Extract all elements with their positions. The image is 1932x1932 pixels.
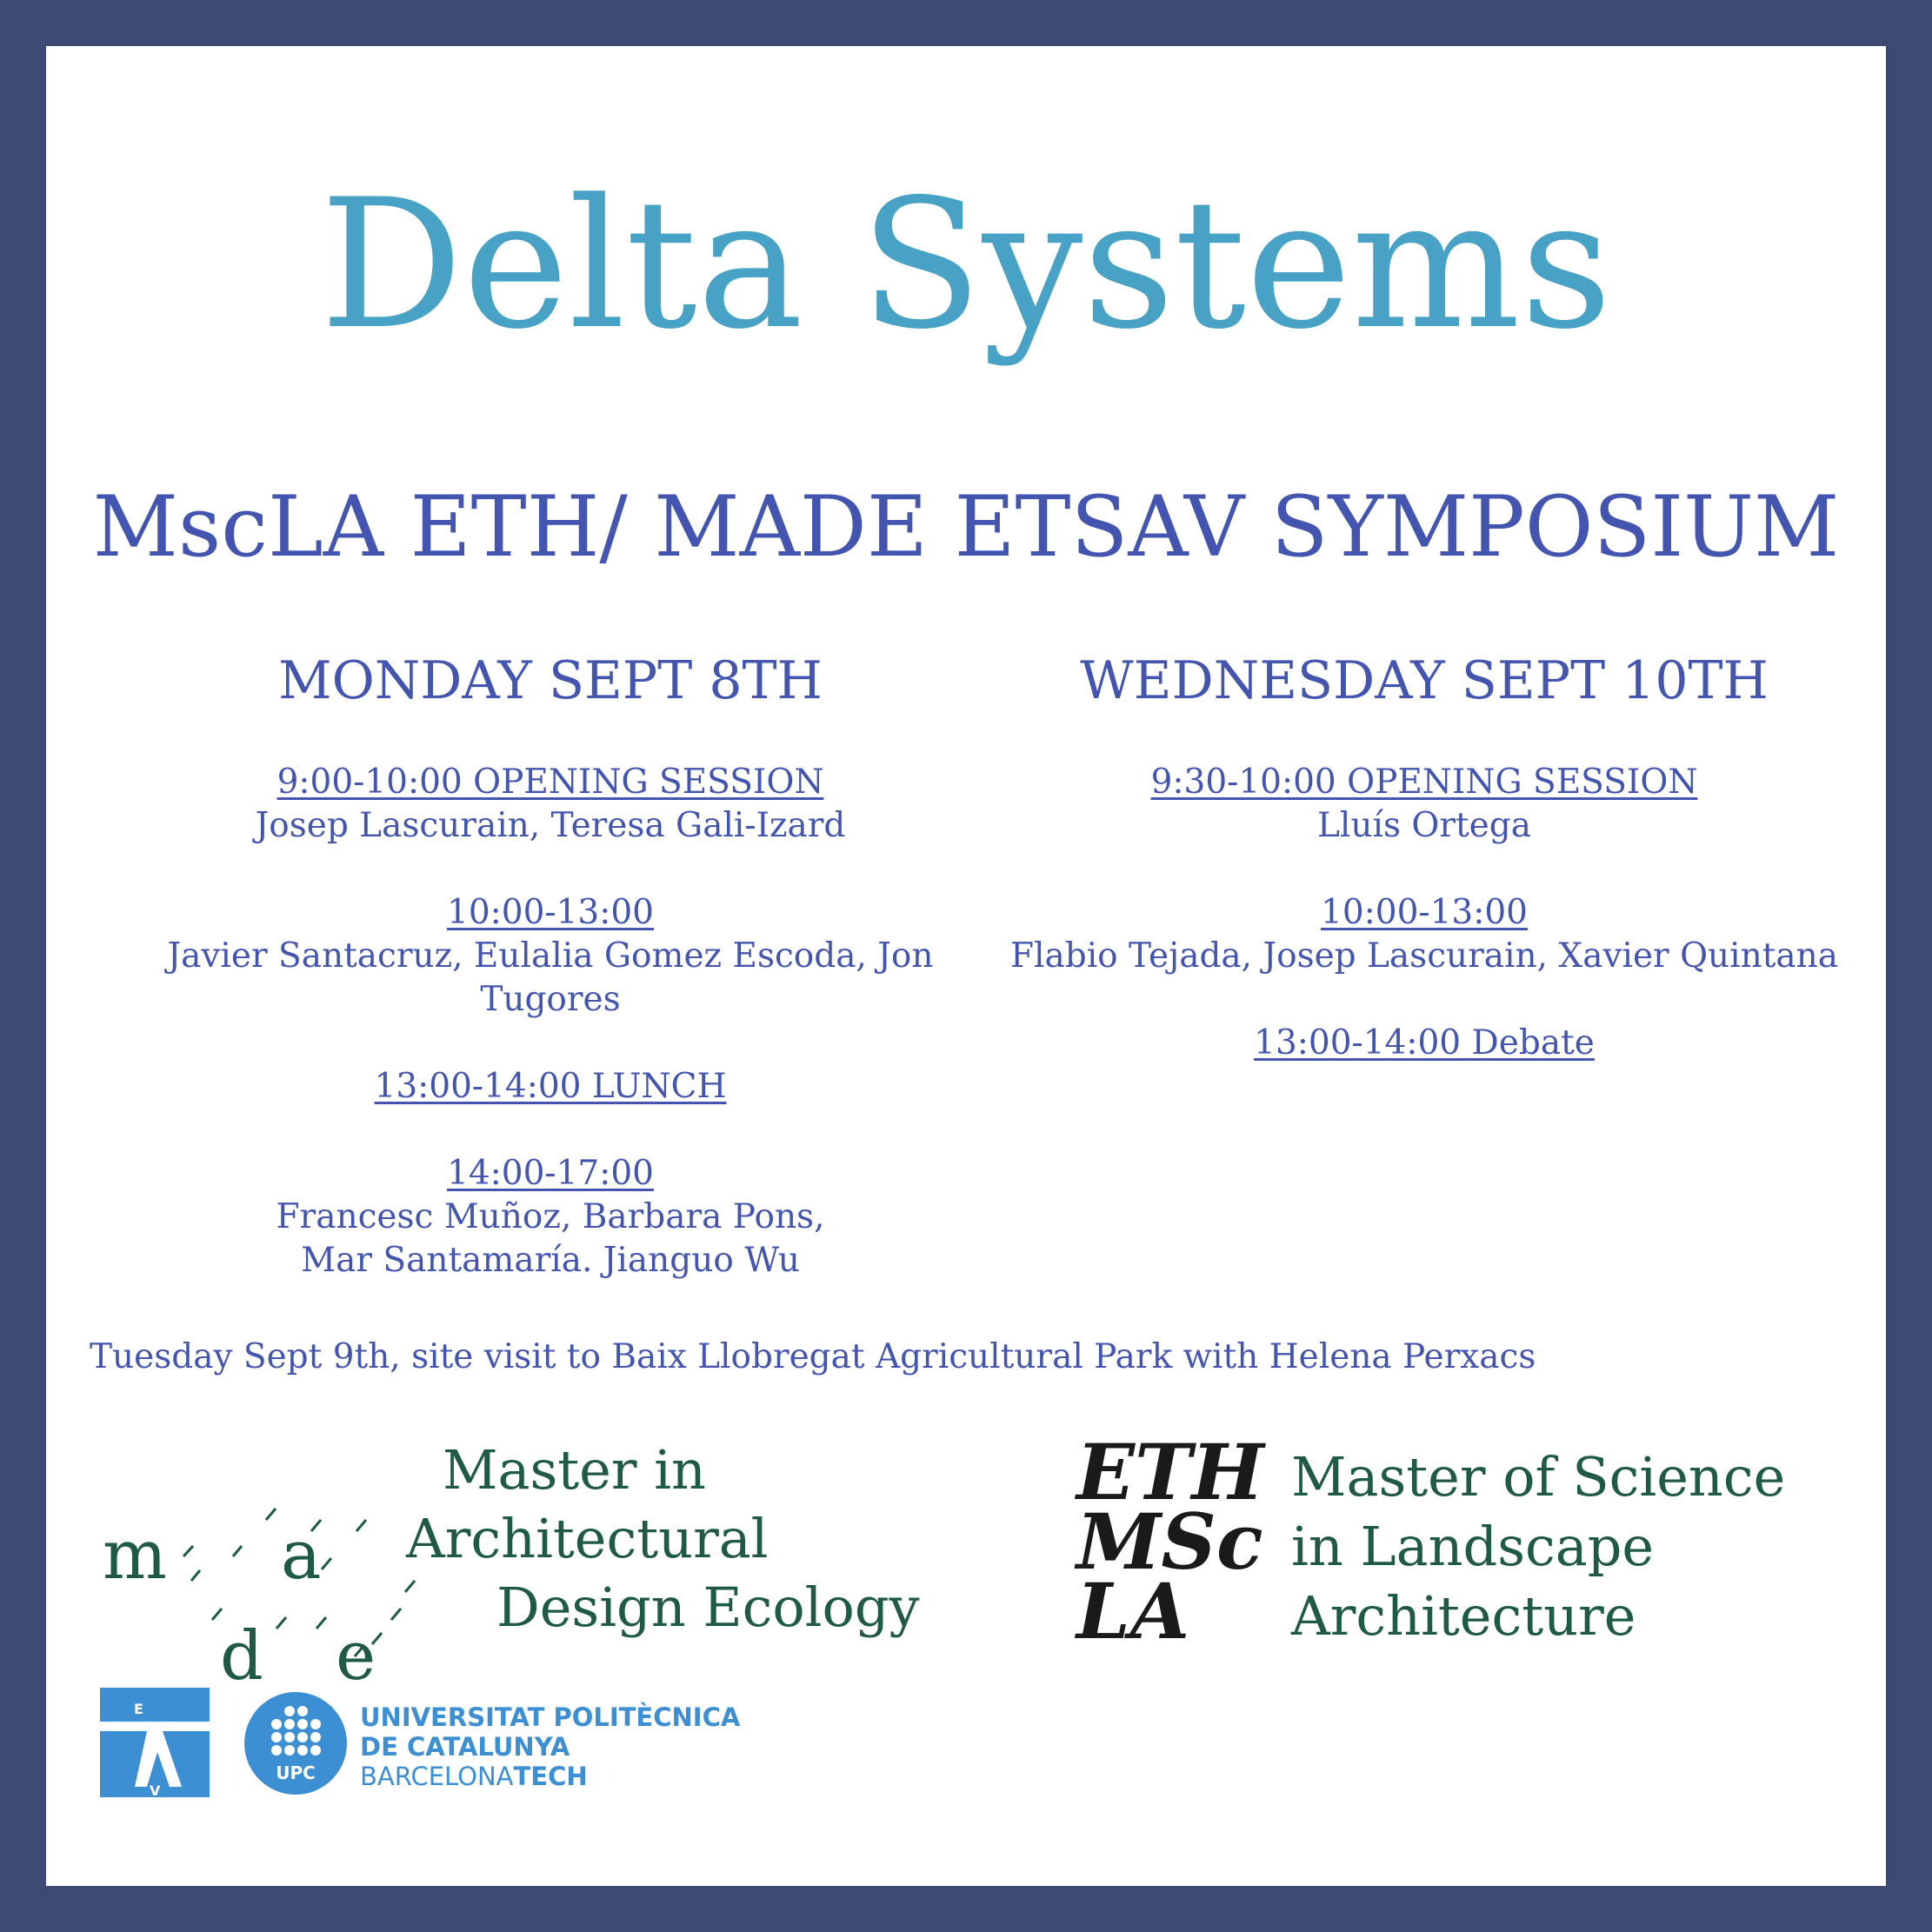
logo-letter: a [281, 1516, 322, 1595]
session-time[interactable]: 9:30-10:00 OPENING SESSION [1150, 763, 1698, 802]
made-logo [103, 1489, 424, 1698]
upc-dot [310, 1745, 321, 1755]
logo-slash [191, 1570, 200, 1581]
session-item [985, 891, 1863, 978]
session-item [985, 761, 1863, 848]
eth-mscla-logo [1076, 1427, 1264, 1656]
upc-dot [284, 1719, 295, 1729]
session-time[interactable]: 10:00-13:00 [1321, 893, 1528, 932]
logo-slash [233, 1546, 242, 1556]
made-line: Master in [443, 1438, 706, 1502]
upc-name [360, 1702, 740, 1791]
poster [46, 46, 1886, 1886]
upc-dot [297, 1732, 308, 1742]
made-line: Design Ecology [496, 1576, 920, 1639]
session-speakers: Josep Lascurain, Teresa Gali-Izard [255, 806, 846, 845]
eth-line: Architecture [1291, 1584, 1636, 1648]
day-heading-wednesday: WEDNESDAY SEPT 10TH [1080, 650, 1769, 711]
upc-dot [271, 1732, 282, 1742]
upc-dot [284, 1732, 295, 1742]
day-heading-monday: MONDAY SEPT 8TH [278, 650, 823, 711]
logo-slash [183, 1546, 193, 1556]
session-item [107, 761, 994, 848]
session-speakers: Francesc Muñoz, Barbara Pons, Mar Santamaría. Jianguo Wu [276, 1197, 825, 1280]
session-time[interactable]: 10:00-13:00 [447, 893, 654, 932]
upc-dot [297, 1745, 308, 1755]
session-time[interactable]: 13:00-14:00 Debate [1254, 1023, 1595, 1063]
logo-slash [356, 1520, 366, 1531]
session-item [107, 891, 994, 1022]
session-item [985, 1022, 1863, 1065]
upc-dot [284, 1706, 295, 1716]
wednesday-schedule [985, 650, 1863, 1109]
session-item [107, 1152, 994, 1282]
eth-logo-line: LA [1076, 1566, 1190, 1656]
upc-dot [271, 1745, 282, 1755]
page-title: Delta Systems [320, 162, 1612, 369]
logo-slash [316, 1617, 326, 1629]
upc-line: UNIVERSITAT POLITÈCNICA [360, 1702, 741, 1732]
upc-dot [271, 1719, 282, 1729]
eth-program-name [1291, 1442, 1785, 1651]
session-time[interactable]: 9:00-10:00 OPENING SESSION [276, 763, 824, 802]
upc-dot [310, 1719, 321, 1729]
eth-logo-line: MSc [1076, 1496, 1263, 1587]
logo-letter: d [220, 1617, 263, 1695]
session-speakers: Lluís Ortega [1317, 806, 1531, 845]
page-subtitle: MscLA ETH/ MADE ETSAV SYMPOSIUM [92, 478, 1840, 576]
logo-slash [391, 1609, 401, 1620]
session-time[interactable]: 14:00-17:00 [447, 1154, 654, 1193]
logo-slash [266, 1509, 276, 1520]
logo-slash [322, 1558, 331, 1569]
logo-slash [276, 1617, 286, 1629]
eth-line: in Landscape [1291, 1515, 1655, 1578]
upc-dot [297, 1706, 308, 1716]
logo-slash [405, 1581, 415, 1592]
upc-line: BARCELONA [360, 1762, 514, 1791]
logo-letter: m [103, 1516, 167, 1595]
upc-badge-text: UPC [276, 1762, 316, 1783]
etsav-letter: V [150, 1782, 161, 1797]
session-speakers: Javier Santacruz, Eulalia Gomez Escoda, Jon Tugores [167, 936, 934, 1019]
upc-dot [284, 1745, 295, 1755]
session-speakers: Flabio Tejada, Josep Lascurain, Xavier Quintana [1009, 936, 1839, 976]
session-time[interactable]: 13:00-14:00 LUNCH [374, 1067, 727, 1106]
etsav-letter: E [134, 1701, 143, 1717]
made-line: Architectural [406, 1507, 769, 1570]
upc-line: DE CATALUNYA [360, 1732, 570, 1762]
upc-line: TECH [513, 1762, 588, 1791]
monday-schedule [107, 650, 994, 1326]
eth-logo-line: ETH [1076, 1427, 1264, 1517]
etsav-logo [100, 1688, 210, 1797]
logo-letter: e [336, 1617, 376, 1695]
site-visit-note: Tuesday Sept 9th, site visit to Baix Llobregat Agricultural Park with Helena Perxacs [90, 1337, 1536, 1376]
session-item [107, 1065, 994, 1109]
upc-dot [297, 1719, 308, 1729]
eth-line: Master of Science [1291, 1445, 1786, 1509]
upc-dot [310, 1732, 321, 1742]
upc-logo [244, 1692, 347, 1795]
